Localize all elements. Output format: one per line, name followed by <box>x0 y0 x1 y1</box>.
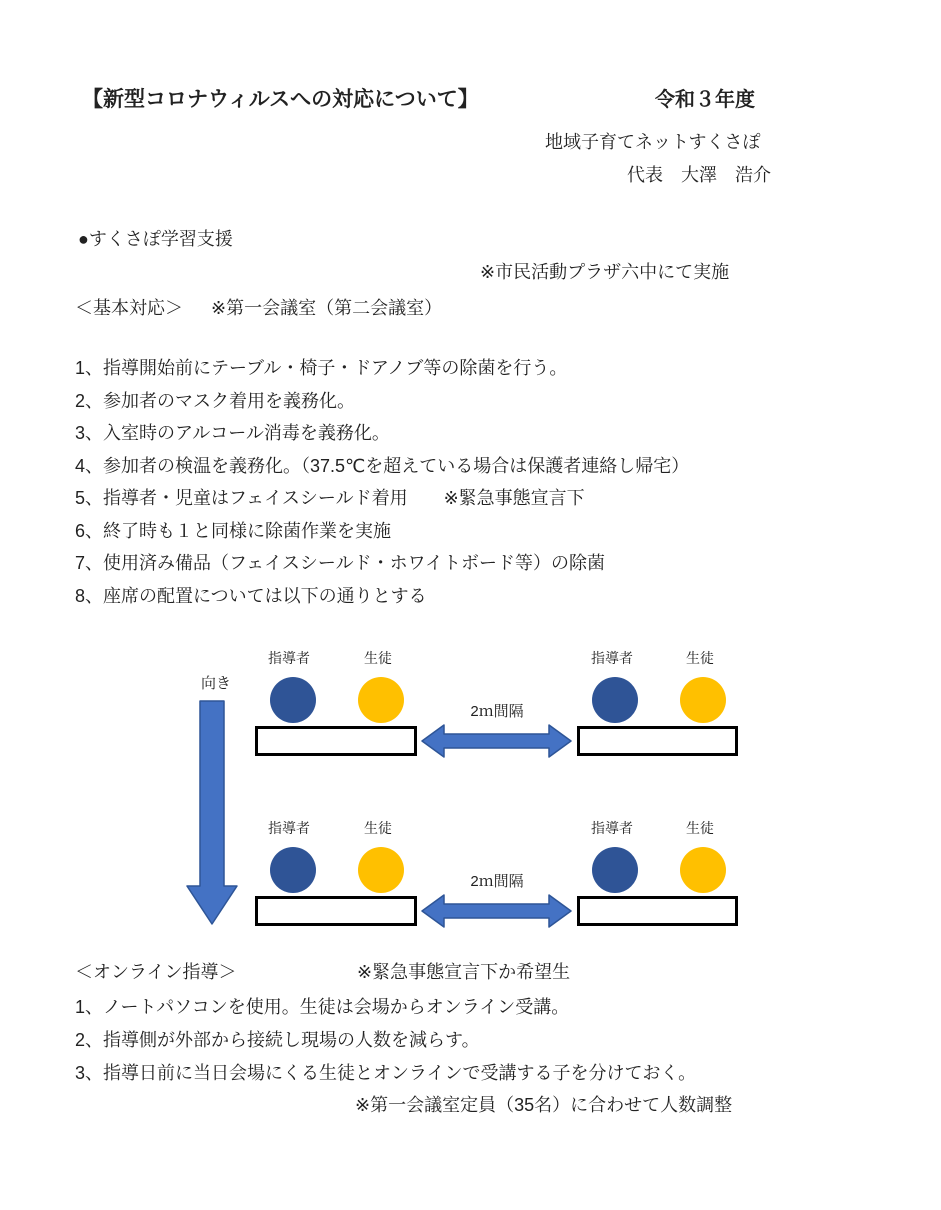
instructor-circle <box>270 677 316 723</box>
table-rect <box>577 896 738 926</box>
online-item: 1、ノートパソコンを使用。生徒は会場からオンライン受講。 <box>75 997 570 1017</box>
double-arrow-icon <box>421 891 572 931</box>
seating-diagram <box>0 640 941 940</box>
student-label: 生徒 <box>364 650 392 666</box>
basic-item: 3、入室時のアルコール消毒を義務化。 <box>75 423 390 443</box>
capacity-note: ※第一会議室定員（35名）に合わせて人数調整 <box>355 1095 733 1115</box>
student-circle <box>680 847 726 893</box>
student-circle <box>680 677 726 723</box>
student-label: 生徒 <box>686 650 714 666</box>
student-circle <box>358 677 404 723</box>
instructor-label: 指導者 <box>268 820 310 836</box>
organization-name: 地域子育てネットすくさぽ <box>545 132 761 152</box>
student-label: 生徒 <box>686 820 714 836</box>
basic-items-list <box>75 352 689 612</box>
online-item: 2、指導側が外部から接続し現場の人数を減らす。 <box>75 1030 480 1050</box>
basic-note: ※第一会議室（第二会議室） <box>211 298 443 318</box>
double-arrow-icon <box>421 721 572 761</box>
basic-item: 8、座席の配置については以下の通りとする <box>75 585 427 606</box>
instructor-label: 指導者 <box>591 820 633 836</box>
basic-heading: ＜基本対応＞ <box>75 298 183 318</box>
instructor-circle <box>592 847 638 893</box>
online-items-list <box>75 991 696 1090</box>
instructor-label: 指導者 <box>268 650 310 666</box>
document-title: 【新型コロナウィルスへの対応について】 <box>82 88 479 111</box>
basic-item: 2、参加者のマスク着用を義務化。 <box>75 390 356 411</box>
basic-item: 5、指導者・児童はフェイスシールド着用 ※緊急事態宣言下 <box>75 488 585 508</box>
representative-name: 代表 大澤 浩介 <box>627 165 771 185</box>
venue-note: ※市民活動プラザ六中にて実施 <box>480 262 730 282</box>
basic-item: 7、使用済み備品（フェイスシールド・ホワイトボード等）の除菌 <box>75 553 606 573</box>
gap-label: 2ｍ間隔 <box>470 873 524 890</box>
instructor-circle <box>270 847 316 893</box>
student-circle <box>358 847 404 893</box>
section-heading: ●すくさぽ学習支援 <box>78 229 233 249</box>
instructor-label: 指導者 <box>591 650 633 666</box>
online-heading: ＜オンライン指導＞ <box>75 962 237 982</box>
fiscal-year: 令和３年度 <box>655 89 755 111</box>
direction-label: 向き <box>200 675 232 692</box>
direction-down-arrow-icon <box>186 700 238 926</box>
online-item: 3、指導日前に当日会場にくる生徒とオンラインで受講する子を分けておく。 <box>75 1063 697 1083</box>
gap-label: 2ｍ間隔 <box>470 703 524 720</box>
basic-item: 4、参加者の検温を義務化。（37.5℃を超えている場合は保護者連絡し帰宅） <box>75 455 690 476</box>
table-rect <box>255 726 417 756</box>
basic-heading-line <box>75 298 442 320</box>
student-label: 生徒 <box>364 820 392 836</box>
instructor-circle <box>592 677 638 723</box>
table-rect <box>577 726 738 756</box>
basic-item: 6、終了時も１と同様に除菌作業を実施 <box>75 520 392 541</box>
online-note: ※緊急事態宣言下か希望生 <box>357 962 571 982</box>
table-rect <box>255 896 417 926</box>
basic-item: 1、指導開始前にテーブル・椅子・ドアノブ等の除菌を行う。 <box>75 358 568 378</box>
